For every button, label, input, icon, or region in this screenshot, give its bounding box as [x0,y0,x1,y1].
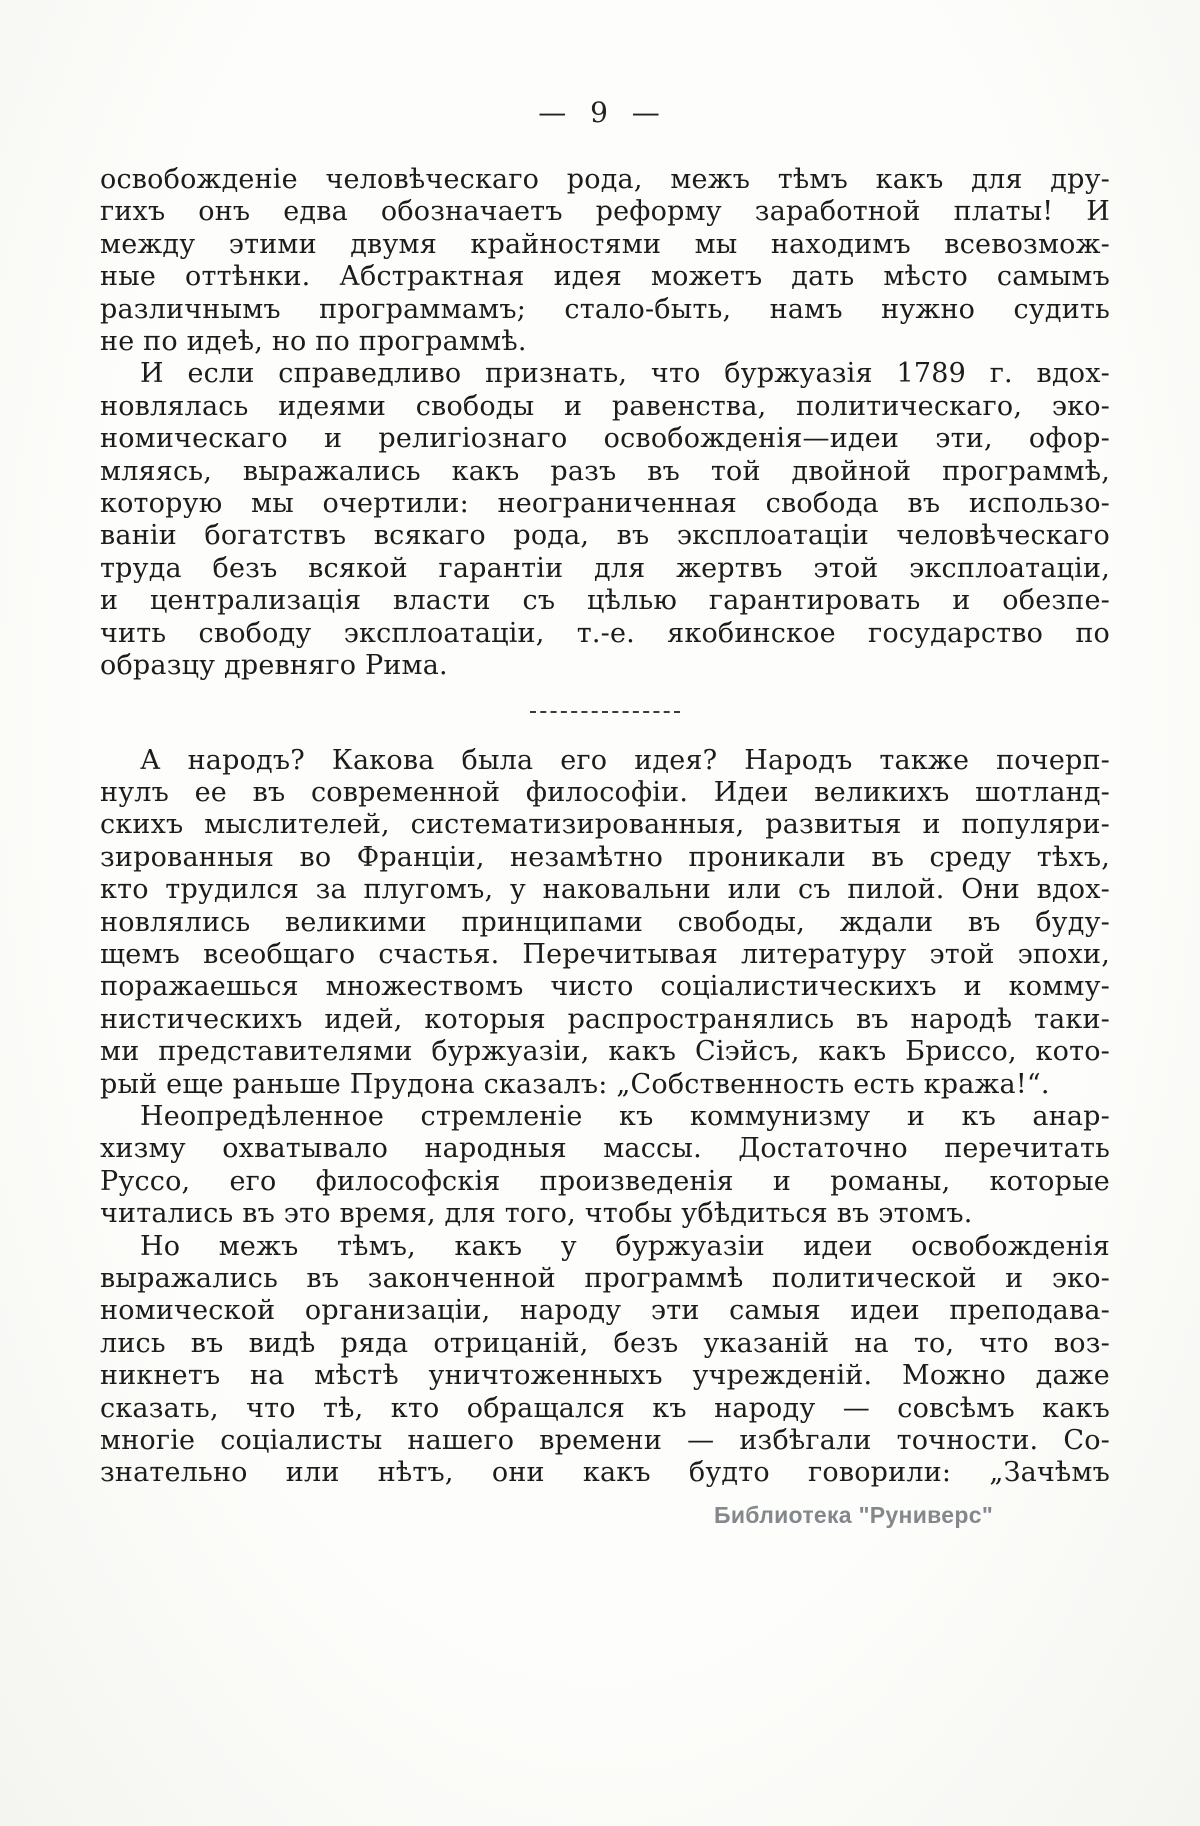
text-line: чить свободу эксплоатаціи, т.-е. якобинское государство по [100,617,1110,649]
paragraph [100,1101,1110,1231]
text-line: образцу древняго Рима. [100,650,448,682]
text-line: мляясь, выражались какъ разъ въ той двойной программѣ, [100,455,1110,487]
text-line: щемъ всеобщаго счастья. Перечитывая литературу этой эпохи, [100,938,1110,970]
text-line: ные оттѣнки. Абстрактная идея можетъ дать мѣсто самымъ [100,261,1110,293]
text-line: номической организаціи, народу эти самыя идеи преподава- [100,1295,1110,1327]
library-watermark: Библиотека "Руниверс" [714,1502,994,1528]
text-line: читались въ это время, для того, чтобы убѣдиться въ этомъ. [100,1198,973,1230]
text-line: ми представителями буржуазіи, какъ Сіэйсъ, какъ Бриссо, кото- [100,1036,1110,1068]
text-line: никнетъ на мѣстѣ уничтоженныхъ учрежденій. Можно даже [100,1360,1110,1392]
text-line: нулъ ее въ современной философіи. Идеи великихъ шотланд- [100,776,1110,808]
text-line: поражаешься множествомъ чисто соціалистическихъ и комму- [100,971,1110,1003]
text-line: ваніи богатствъ всякаго рода, въ эксплоатаціи человѣческаго [100,520,1110,552]
text-line: многіе соціалисты нашего времени — избѣгали точности. Со- [100,1425,1110,1457]
paragraph [100,1231,1110,1490]
text-line: нистическихъ идей, которыя распространялись въ народѣ таки- [100,1003,1110,1035]
text-line: которую мы очертили: неограниченная свобода въ использо- [100,488,1110,520]
text-line: Неопредѣленное стремленіе къ коммунизму и къ анар- [140,1100,1110,1132]
text-line: труда безъ всякой гарантіи для жертвъ этой эксплоатаціи, [100,552,1110,584]
text-line: скихъ мыслителей, систематизированныя, развитыя и популяри- [100,809,1110,841]
text-line: освобожденіе человѣческаго рода, межъ тѣмъ какъ для дру- [100,164,1110,195]
paragraph [100,164,1110,358]
text-line: различнымъ программамъ; стало-быть, намъ нужно судить [100,293,1110,325]
text-line: Но межъ тѣмъ, какъ у буржуазіи идеи освобожденія [140,1230,1110,1262]
text-line: рый еще раньше Прудона сказалъ: „Собственность есть кража!“. [100,1068,1050,1100]
text-line: выражались въ законченной программѣ политической и эко- [100,1263,1110,1294]
text-line: гихъ онъ едва обозначаетъ реформу заработной платы! И [100,196,1110,228]
section-divider [530,711,680,713]
text-line: лись въ видѣ ряда отрицаній, безъ указаній на то, что воз- [100,1327,1110,1359]
paragraph [100,358,1110,682]
text-line: хизму охватывало народныя массы. Достаточно перечитать [100,1133,1110,1165]
page-number: — 9 — [538,96,662,129]
text-line: новлялась идеями свободы и равенства, политическаго, эко- [100,390,1110,422]
text-line: кто трудился за плугомъ, у наковальни или съ пилой. Они вдох- [100,874,1110,906]
text-line: И если справедливо признать, что буржуазія 1789 г. вдох- [140,358,1110,390]
text-line: знательно или нѣтъ, они какъ будто говорили: „Зачѣмъ [100,1457,1110,1489]
text-line: А народъ? Какова была его идея? Народъ также почерп- [140,744,1110,776]
text-line: и централизація власти съ цѣлью гарантировать и обезпе- [100,585,1110,617]
text-line: не по идеѣ, но по программѣ. [100,326,527,358]
text-line: зированныя во Франціи, незамѣтно проникали въ среду тѣхъ, [100,841,1110,873]
text-line: номическаго и религіознаго освобожденія—идеи эти, офор- [100,423,1110,455]
text-line: сказать, что тѣ, кто обращался къ народу — совсѣмъ какъ [100,1392,1110,1424]
text-line: новлялись великими принципами свободы, ждали въ буду- [100,906,1110,938]
paragraph [100,745,1110,1101]
text-line: Руссо, его философскія произведенія и романы, которые [100,1165,1110,1197]
text-line: между этими двумя крайностями мы находимъ всевозмож- [100,228,1110,260]
text-body [100,164,1110,1490]
